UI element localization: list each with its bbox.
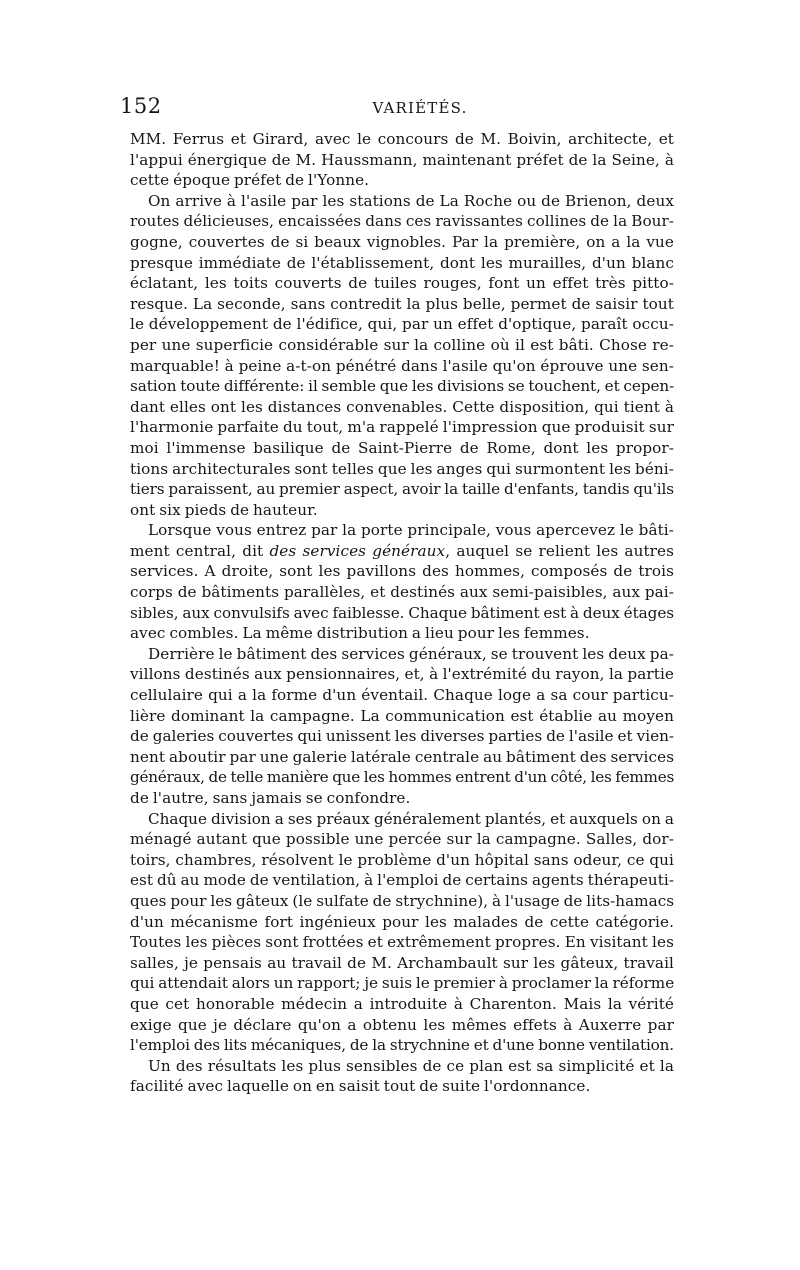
text-line: que cet honorable médecin a introduite à Charenton. Mais la vérité [130,994,674,1013]
text-line: l'appui énergique de M. Haussmann, maintenant préfet de la Seine, à [130,150,674,169]
text-line: toirs, chambres, résolvent le problème d'un hôpital sans odeur, ce qui [130,850,674,869]
body-text [130,129,674,1097]
text-line: qui attendait alors un rapport; je suis le premier à proclamer la réforme [130,974,675,993]
text-line: routes délicieuses, encaissées dans ces ravissantes collines de la Bour- [130,212,674,231]
text-line: généraux, de telle manière que les hommes entrent d'un côté, les femmes [130,768,674,787]
text-line: de l'autre, sans jamais se confondre. [130,789,411,807]
text-line: corps de bâtiments parallèles, et destinés aux semi-paisibles, aux pai- [130,583,674,602]
text-line: avec combles. La même distribution a lieu pour les femmes. [130,624,590,643]
text-line: nent aboutir par une galerie latérale centrale au bâtiment des services [130,747,675,766]
page-number: 152 [120,94,162,118]
text-line: Un des résultats les plus sensibles de ce plan est sa simplicité et la [148,1056,674,1075]
text-line: marquable! à peine a-t-on pénétré dans l'asile qu'on éprouve une sen- [130,356,674,375]
text-line: salles, je pensais au travail de M. Archambault sur les gâteux, travail [130,953,674,972]
text-line: ménagé autant que possible une percée sur la campagne. Salles, dor- [130,830,674,849]
text-line: Lorsque vous entrez par la porte principale, vous apercevez le bâti- [148,521,674,540]
text-line: éclatant, les toits couverts de tuiles rouges, font un effet très pitto- [130,274,674,293]
text-line: sation toute différente: il semble que les divisions se touchent, et cepen- [130,377,675,396]
text-line: sibles, aux convulsifs avec faiblesse. Chaque bâtiment est à deux étages [130,603,674,622]
italic-phrase: des services généraux [269,541,446,560]
text-line: tiers paraissent, au premier aspect, avoir la taille d'enfants, tandis qu'ils [130,480,674,499]
running-head: VARIÉTÉS. [372,99,468,117]
text-line: ont six pieds de hauteur. [130,500,318,519]
text-line: exige que je déclare qu'on a obtenu les mêmes effets à Auxerre par [130,1015,674,1034]
text-line: lière dominant la campagne. La communication est établie au moyen [130,706,674,725]
text-line: MM. Ferrus et Girard, avec le concours de M. Boivin, architecte, et [130,130,674,148]
text-line: tions architecturales sont telles que les anges qui surmontent les béni- [130,459,674,478]
text-line: On arrive à l'asile par les stations de La Roche ou de Brienon, deux [148,191,674,210]
text-line: le développement de l'édifice, qui, par un effet d'optique, paraît occu- [130,315,674,334]
text-run: ment central, dit [130,541,270,560]
text-line: cellulaire qui a la forme d'un éventail. Chaque loge a sa cour particu- [130,686,674,705]
text-line: moi l'immense basilique de Saint-Pierre de Rome, dont les propor- [130,438,674,457]
text-line: cette époque préfet de l'Yonne. [130,171,370,190]
text-line: presque immédiate de l'établissement, dont les murailles, d'un blanc [130,253,674,272]
page-header [120,94,674,120]
text-line: gogne, couvertes de si beaux vignobles. Par la première, on a la vue [130,232,674,251]
text-line: est dû au mode de ventilation, à l'emploi de certains agents thérapeuti- [130,871,674,890]
text-line: ques pour les gâteux (le sulfate de strychnine), à l'usage de lits-hamacs [130,891,675,910]
text-line: Chaque division a ses préaux généralement plantés, et auxquels on a [148,809,674,828]
text-line: resque. La seconde, sans contredit la plus belle, permet de saisir tout [130,294,674,313]
text-line [130,541,674,562]
text-line: l'emploi des lits mécaniques, de la strychnine et d'une bonne ventilation. [130,1036,674,1055]
text-line: d'un mécanisme fort ingénieux pour les malades de cette catégorie. [130,912,674,931]
text-line: dant elles ont les distances convenables. Cette disposition, qui tient à [130,397,674,416]
text-line: de galeries couvertes qui unissent les diverses parties de l'asile et vien- [130,727,674,746]
text-line: Toutes les pièces sont frottées et extrêmement propres. En visitant les [130,933,674,952]
text-line: l'harmonie parfaite du tout, m'a rappelé l'impression que produisit sur [130,418,674,437]
text-line: facilité avec laquelle on en saisit tout de suite l'ordonnance. [130,1077,591,1096]
text-line: services. A droite, sont les pavillons des hommes, composés de trois [130,562,674,581]
text-run: , auquel se relient les autres [445,541,674,560]
text-line: Derrière le bâtiment des services généraux, se trouvent les deux pa- [148,644,674,663]
text-line: per une superficie considérable sur la colline où il est bâti. Chose re- [130,335,674,354]
text-line: villons destinés aux pensionnaires, et, à l'extrémité du rayon, la partie [130,665,674,684]
